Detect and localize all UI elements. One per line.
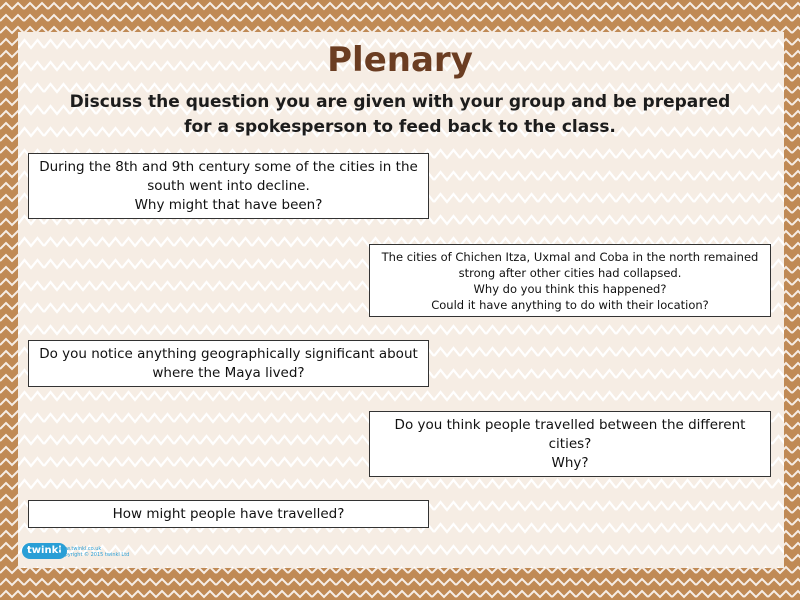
question-box-travel-between-cities <box>369 411 771 477</box>
branding-copyright: Copyright © 2015 twinkl Ltd <box>58 552 130 558</box>
twinkl-logo: twinkl <box>22 543 67 559</box>
question-line: How might people have travelled? <box>112 505 345 522</box>
page-title: Plenary <box>327 40 473 80</box>
question-line: Why? <box>551 454 589 471</box>
question-line: Why might that have been? <box>134 196 323 213</box>
question-box-northern-cities <box>369 244 771 317</box>
question-line: During the 8th and 9th century some of the cities in the south went into decline. <box>39 158 418 194</box>
question-line: Could it have anything to do with their location? <box>431 297 709 312</box>
branding-text <box>58 546 129 558</box>
branding-url: www.twinkl.co.uk <box>58 546 102 552</box>
question-line: Why do you think this happened? <box>473 281 667 296</box>
question-box-decline <box>28 153 429 219</box>
question-box-geography <box>28 340 429 387</box>
question-box-how-travelled <box>28 500 429 528</box>
question-line: The cities of Chichen Itza, Uxmal and Coba in the north remained strong after other cities had collapsed. <box>381 249 759 280</box>
question-line: Do you think people travelled between the different cities? <box>394 416 746 452</box>
instructions-text: Discuss the question you are given with your group and be prepared for a spokesperson to feed back to the class. <box>69 92 731 137</box>
question-line: Do you notice anything geographically significant about where the Maya lived? <box>39 345 418 381</box>
